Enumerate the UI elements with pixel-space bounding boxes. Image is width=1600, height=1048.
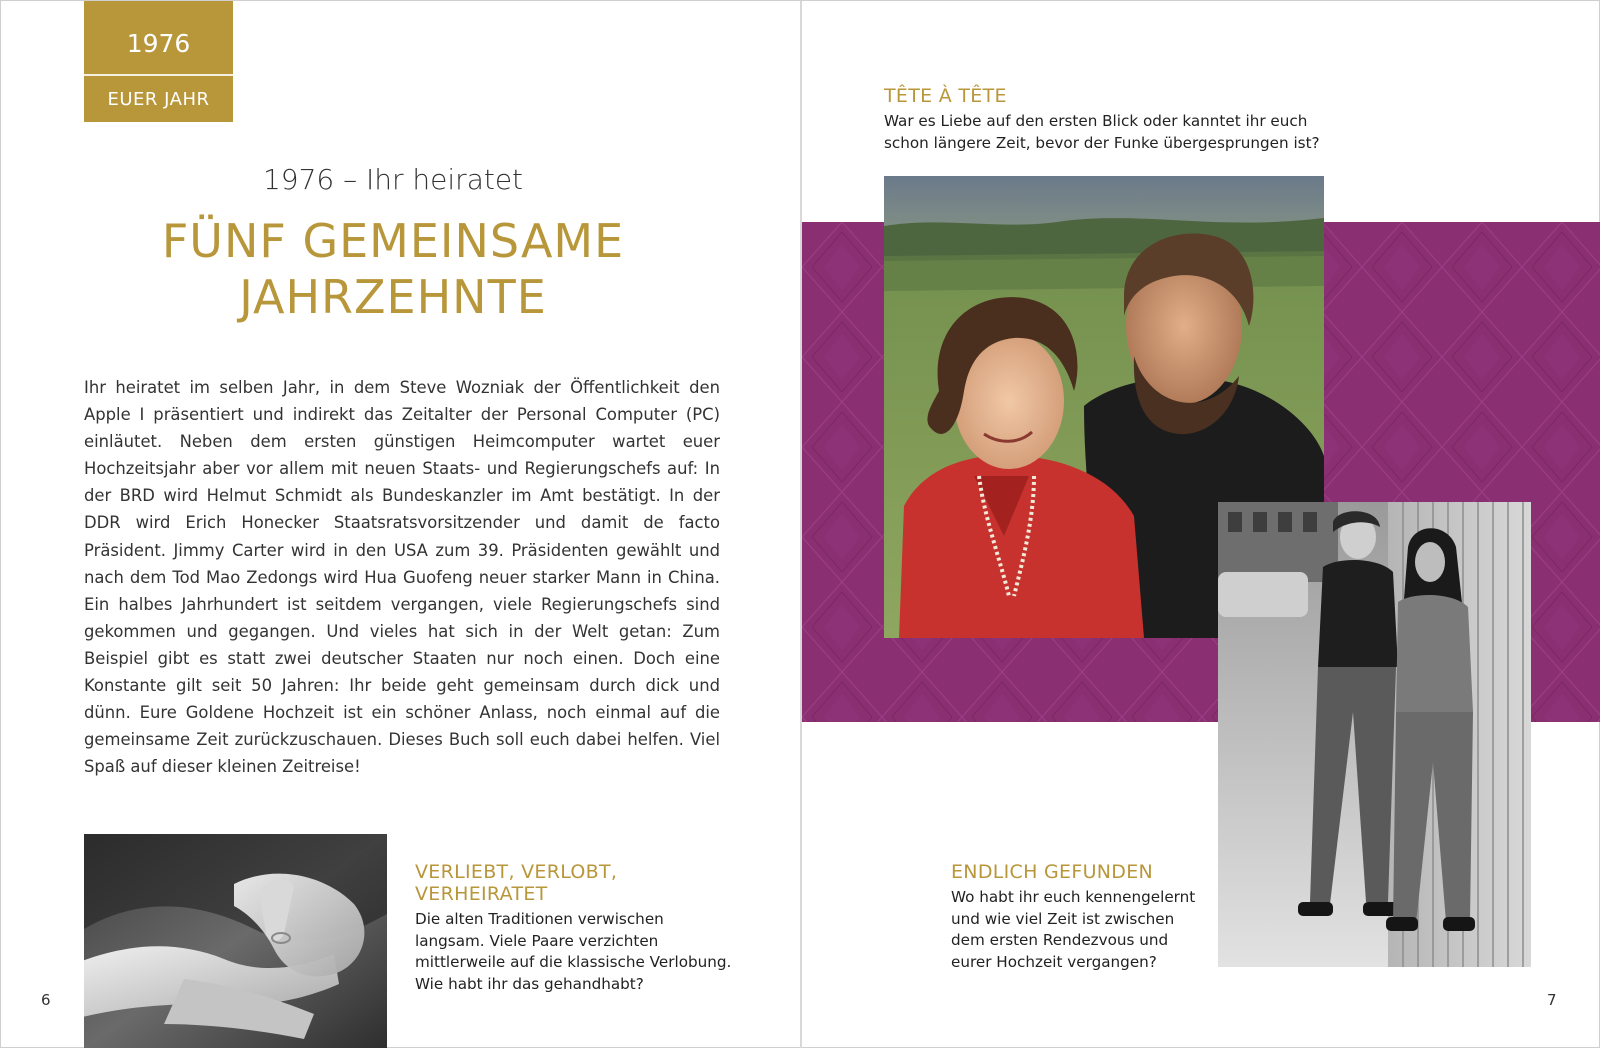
- page-number-right: 7: [1547, 991, 1557, 1009]
- ring-hands-photo: [84, 834, 387, 1048]
- headline-line-2: JAHRZEHNTE: [239, 270, 547, 324]
- intro-body-text: Ihr heiratet im selben Jahr, in dem Steve Wozniak der Öffentlichkeit den Apple I präsentiert und indirekt das Zeitalter der Personal Computer (PC) einläutet. Neben dem ersten günstigen Heimcomputer wartet euer Hochzeitsjahr aber vor allem mit neuen Staats- und Regierungschefs auf: In der BRD wird Helmut Schmidt als Bundeskanzler im Amt bestätigt. In der DDR wird Erich Honecker Staatsratsvorsitzender und damit de facto Präsident. Jimmy Carter wird in den USA zum 39. Präsidenten gewählt und nach dem Tod Mao Zedongs wird Hua Guofeng neuer starker Mann in China. Ein halbes Jahrhundert ist seitdem vergangen, viele Regierungschefs sind gekommen und gegangen. Und vieles hat sich in der Welt getan: Zum Beispiel gibt es statt zwei deutscher Staaten nur noch einen. Doch eine Konstante gilt seit 50 Jahren: Ihr beide geht gemeinsam durch dick und dünn. Eure Goldene Hochzeit ist ein schöner Anlass, noch einmal auf die gemeinsame Zeit zurückzuschauen. Dieses Buch soll euch dabei helfen. Viel Spaß auf dieser kleinen Zeitreise!: [84, 378, 720, 777]
- headline-line-1: FÜNF GEMEINSAME: [161, 214, 625, 268]
- tip-tete-a-tete: [884, 85, 1344, 154]
- tip-endlich-gefunden-text: Wo habt ihr euch kennengelernt und wie viel Zeit ist zwischen dem ersten Rendezvous und eurer Hochzeit vergangen?: [951, 888, 1196, 971]
- tip-tete-a-tete-text: War es Liebe auf den ersten Blick oder kanntet ihr euch schon längere Zeit, bevor der Funke übergesprungen ist?: [884, 112, 1320, 152]
- tip-tete-a-tete-title: TÊTE À TÊTE: [884, 85, 1007, 107]
- year-tab-label: EUER JAHR: [107, 89, 210, 110]
- year-tab: [84, 1, 233, 122]
- couple-bw-photo: [1218, 502, 1531, 967]
- tip-verliebt-title: VERLIEBT, VERLOBT, VERHEIRATET: [415, 861, 618, 905]
- tip-endlich-gefunden: [951, 861, 1211, 973]
- chapter-headline: [84, 213, 702, 325]
- year-tab-divider: [84, 74, 233, 76]
- page-number-left: 6: [41, 991, 51, 1009]
- chapter-subtitle: 1976 – Ihr heiratet: [262, 163, 524, 196]
- tip-endlich-gefunden-title: ENDLICH GEFUNDEN: [951, 861, 1154, 883]
- year-tab-year: 1976: [126, 29, 191, 58]
- tip-verliebt-text: Die alten Traditionen verwischen langsam. Viele Paare verzichten mittlerweile auf die klassische Verlobung. Wie habt ihr das gehandhabt?: [415, 910, 732, 993]
- tip-verliebt: [415, 861, 735, 995]
